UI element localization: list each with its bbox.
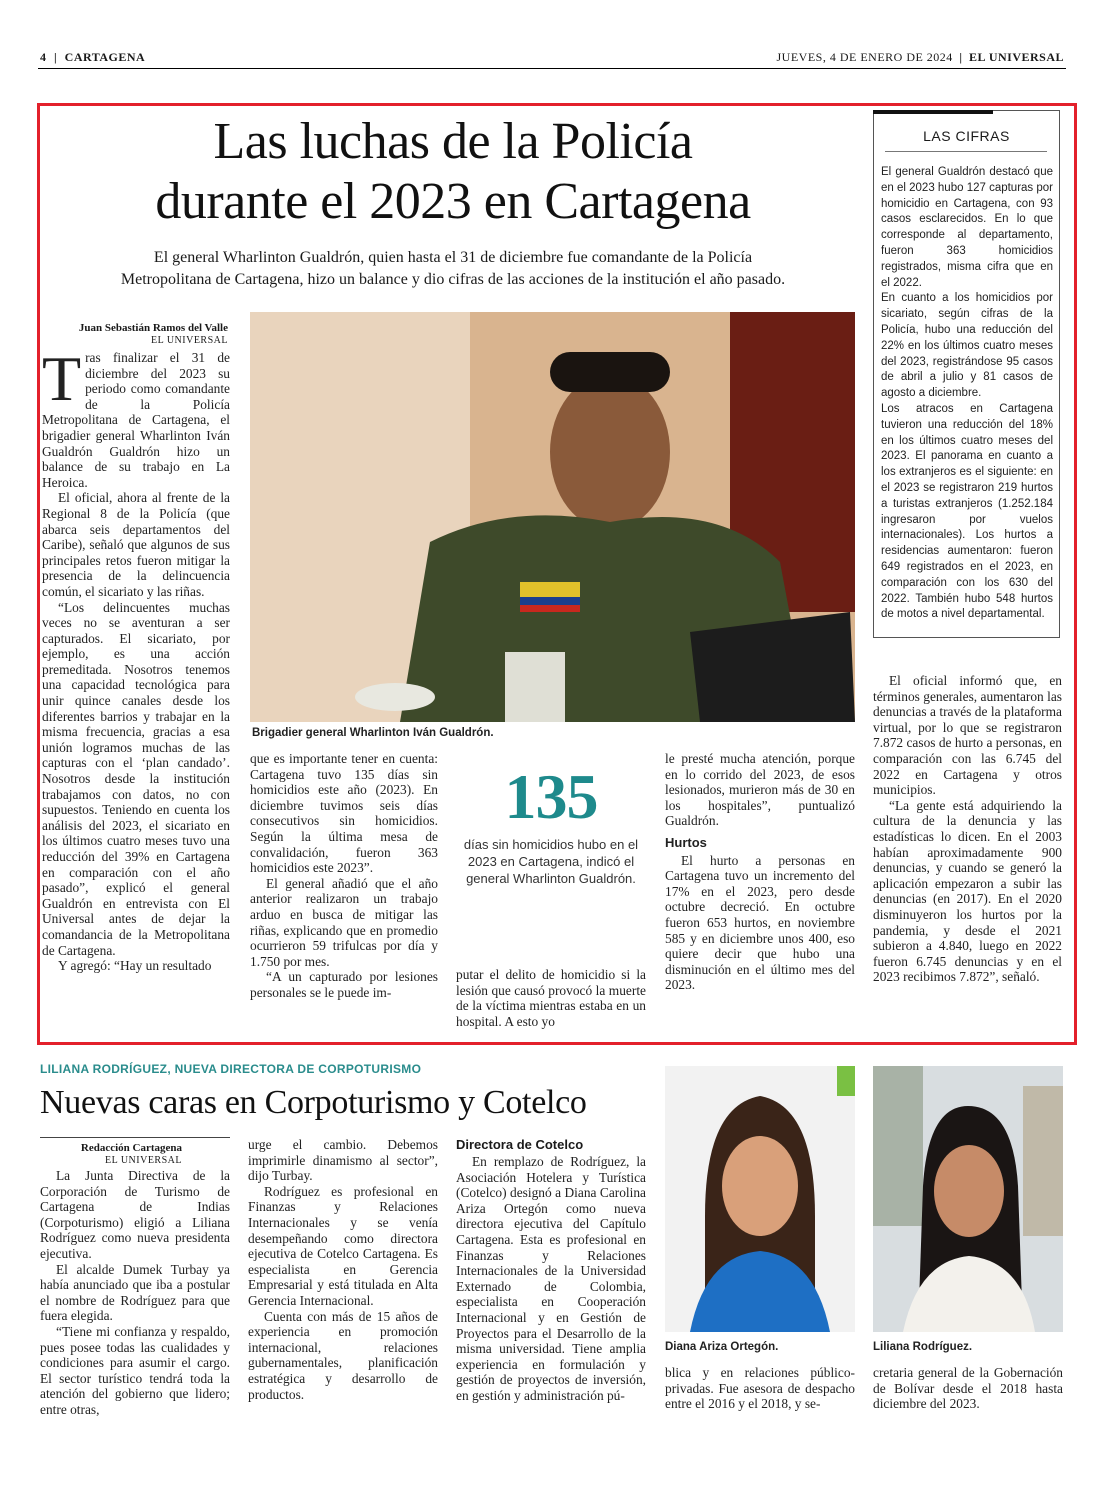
lede-line-1: El general Wharlinton Gualdrón, quien hasta el 31 de diciembre fue comandante de la Policía (153, 249, 753, 266)
article2-col5-paragraph-1: cretaria general de la Gobernación de Bolívar desde el 2018 hasta diciembre del 2023. (873, 1365, 1063, 1412)
sidebar-paragraph-3: Los atracos en Cartagena tuvieron una reducción del 18% en los últimos cuatro meses del 2023. El panorama en cuanto a los extranjeros es el siguiente: en el 2023 se registraron 219 hurtos a turistas extranjeros (1.252.184 ingresaron por vuelos internacionales). Los hurtos a residencias aumentaron: fueron 649 registrados en el 2023, en comparación con los 630 del 2022. También hubo 548 hurtos de motos a nivel departamental. (881, 402, 1053, 621)
article2-byline-author: Redacción Cartagena (80, 1142, 182, 1154)
subhead-hurtos: Hurtos (665, 834, 707, 850)
photo-liliana (873, 1066, 1063, 1332)
article2-kicker: LILIANA RODRÍGUEZ, NUEVA DIRECTORA DE CORPOTURISMO (40, 1062, 422, 1076)
article-column-2 (250, 751, 438, 1001)
newspaper-name: EL UNIVERSAL (968, 50, 1064, 64)
article-column-5 (873, 673, 1062, 985)
article2-col3-paragraph-1: En remplazo de Rodríguez, la Asociación Hotelera y Turística (Cotelco) designó a Diana Carolina Ariza Ortegón como nueva directora ejecutiva del Capítulo Cartagena. Esta es profesional en Finanzas y Relaciones Internacionales de la Universidad Externado de Colombia, especialista en Cooperación Internacional y en Gestión de Proyectos para el Desarrollo de la misma universidad. Tiene amplia experiencia en formulación y gestión de proyectos de inversión, en gestión y administración pú- (456, 1154, 646, 1403)
big-number-text-line-3: general Wharlinton Gualdrón. (466, 871, 636, 886)
byline-author: Juan Sebastián Ramos del Valle (78, 322, 228, 334)
header-separator: | (54, 50, 58, 64)
article2-col1-paragraph-1: La Junta Directiva de la Corporación de Turismo de Cartagena de Indias (Corpoturismo) eligió a Liliana Rodríguez como nueva presidenta ejecutiva. (40, 1168, 230, 1261)
headline-line-2: durante el 2023 en Cartagena (155, 173, 751, 230)
page-header-right (776, 50, 1064, 65)
col5-paragraph-1: El oficial informó que, en términos generales, aumentaron las denuncias a través de la plataforma virtual, por lo que se registraron 7.872 casos de hurto a personas, en comparación con las 6.745 del 2022 en Cartagena y otros municipios. (873, 673, 1062, 798)
sidebar-paragraph-2: En cuanto a los homicidios por sicariato, según cifras de la Policía, hubo una reducción del 22% en los últimos cuatro meses del 2023, registrándose 95 casos de abril a julio y 81 casos de agosto a diciembre. (881, 292, 1053, 400)
article2-col2-paragraph-2: Rodríguez es profesional en Finanzas y Relaciones Internacionales y se venía desempeñando como directora ejecutiva de Cotelco Cartagena. Es especialista en Gerencia Empresarial y está titulada en Alta Gerencia Internacional. (248, 1183, 438, 1308)
article2-column-1 (40, 1168, 230, 1418)
byline-outlet: EL UNIVERSAL (150, 335, 228, 346)
page-number: 4 (40, 50, 47, 64)
col1-paragraph-1: ras finalizar el 31 de diciembre del 2023 su periodo como comandante de la Policía Metropolitana de Cartagena, el brigadier general Wharlinton Iván Gualdrón Gualdrón hizo un balance de su trabajo en La Heroica. (42, 350, 230, 490)
article2-column-5 (873, 1365, 1063, 1412)
sidebar-top-bar (873, 110, 993, 114)
article2-col2-paragraph-3: Cuenta con más de 15 años de experiencia en promoción internacional, relaciones gubernamentales, planificación estratégica y desarrollo de productos. (248, 1308, 438, 1402)
article2-byline (42, 1142, 182, 1167)
article-lede (48, 247, 858, 291)
article2-byline-rule (40, 1137, 230, 1138)
article2-headline: Nuevas caras en Corpoturismo y Cotelco (40, 1084, 587, 1121)
col2-paragraph-1: que es importante tener en cuenta: Cartagena tuvo 135 días sin homicidios este año (2023). En diciembre tuvimos seis días consecutivos sin homicidios. Según la última mesa de convalidación, fueron 363 homicidios este 2023”. (250, 751, 438, 876)
article2-subhead-cotelco: Directora de Cotelco (456, 1137, 584, 1152)
article2-col4-paragraph-1: blica y en relaciones público-privadas. Fue asesora de despacho entre el 2016 y el 2018, y se- (665, 1365, 855, 1412)
big-number-text-line-1: días sin homicidios hubo en el (463, 837, 639, 852)
photo-diana (665, 1066, 855, 1332)
sidebar-title: LAS CIFRAS (923, 128, 1010, 144)
article-column-3 (456, 967, 646, 1029)
dropcap: T (42, 343, 82, 414)
lede-line-2: Metropolitana de Cartagena, hizo un balance y dio cifras de las acciones de la institución el año pasado. (120, 271, 786, 288)
caption-diana: Diana Ariza Ortegón. (665, 1341, 779, 1353)
diana-portrait-illustration (665, 1066, 855, 1332)
headline-line-1: Las luchas de la Policía (213, 113, 693, 170)
article2-col2-paragraph-1: urge el cambio. Debemos imprimirle dinamismo al sector”, dijo Turbay. (248, 1137, 438, 1184)
col2-paragraph-2: El general añadió que el año anterior realizaron un trabajo arduo en busca de mitigar las riñas, explicando que en promedio ocurrieron 59 trifulcas por día y 1.750 por mes. (250, 875, 438, 969)
header-rule (38, 68, 1066, 69)
article-headline (48, 112, 858, 232)
col3-paragraph-1: putar el delito de homicidio si la lesión que causó provocó la muerte de la víctima mientras estaba en un hospital. A esto yo (456, 967, 646, 1029)
big-number-text-line-2: 2023 en Cartagena, indicó el (467, 854, 635, 869)
article2-column-2 (248, 1137, 438, 1402)
header-separator-2: | (959, 50, 963, 64)
sidebar-text (881, 165, 1053, 623)
article2-col1-paragraph-2: El alcalde Dumek Turbay ya había anunciado que iba a postular el nombre de Rodríguez para que fuera elegida. (40, 1261, 230, 1324)
sidebar-title-rule (885, 151, 1047, 152)
col2-paragraph-3: “A un capturado por lesiones personales se le puede im- (250, 969, 438, 1000)
caption-liliana: Liliana Rodríguez. (873, 1341, 973, 1353)
article-column-1 (42, 343, 230, 974)
section-name: CARTAGENA (64, 50, 146, 64)
officer-photo-illustration (250, 312, 855, 722)
article2-column-4 (665, 1365, 855, 1412)
issue-date: JUEVES, 4 DE ENERO DE 2024 (776, 50, 953, 64)
col4-paragraph-2: El hurto a personas en Cartagena tuvo un incremento del 17% en el 2023, pero desde octubre decreció. En octubre fueron 653 hurtos, en noviembre 585 y en diciembre unos 400, eso quiere decir que hubo una disminución en el último mes del 2023. (665, 852, 855, 993)
main-photo (250, 312, 855, 722)
col1-paragraph-2: El oficial, ahora al frente de la Regional 8 de la Policía (que abarca seis departamentos del Caribe), señaló que algunos de sus principales retos fueron mitigar la presencia de la delincuencia común, el sicariato y las riñas. (42, 490, 230, 599)
sidebar-paragraph-1: El general Gualdrón destacó que en el 2023 hubo 127 capturas por homicidio en Cartagena, con 93 casos esclarecidos. En lo que corresponde al departamento, fueron 363 homicidios registrados, misma cifra que en el 2022. (881, 166, 1053, 289)
article-column-4 (665, 751, 855, 993)
col1-paragraph-3: “Los delincuentes muchas veces no se aventuran a ser capturados. El sicariato, por ejemplo, es una acción premeditada. Nosotros tenemos una capacidad tecnológica para unir quince canales desde los diferentes barrios y trabajar en la misma frecuencia, gracias a esa unión logramos muchas de las capturas con el ‘plan candado’. Nosotros desde la institución trabajamos con datos, no con supuestos. Teniendo en cuenta los análisis del 2023, el sicariato en los últimos cuatro meses tuvo una reducción del 39% en Cartagena en comparación con el año pasado”, explicó el general Gualdrón en entrevista con El Universal antes de dejar la comandancia de la Metropolitana de Cartagena. (42, 599, 230, 958)
article2-col1-paragraph-3: “Tiene mi confianza y respaldo, pues posee todas las cualidades y condiciones para asumir el cargo. El sector turístico tendrá toda la atención del gobierno que lidero; entre otras, (40, 1323, 230, 1417)
liliana-portrait-illustration (873, 1066, 1063, 1332)
article2-byline-outlet: EL UNIVERSAL (104, 1155, 182, 1166)
page-header-left (40, 50, 145, 65)
col5-paragraph-2: “La gente está adquiriendo la cultura de la denuncia y las estadísticas lo dicen. En el 2003 habían aproximadamente 900 denuncias, y cuando se generó la aplicación empezaron a subir las denuncias (en 2017). En el 2020 disminuyeron los hurtos por la pandemia, y desde el 2021 subieron a 4.840, luego en 2022 fueron 6.745 denuncias y en el 2023 recibimos 7.872”, señaló. (873, 797, 1062, 985)
big-number: 135 (504, 761, 598, 832)
col4-paragraph-1: le presté mucha atención, porque en lo corrido del 2023, de esos lesionados, murieron más de 30 en los hospitales”, puntualizó Gualdrón. (665, 751, 855, 829)
photo-caption: Brigadier general Wharlinton Iván Gualdrón. (252, 727, 494, 739)
article2-column-3 (456, 1137, 646, 1404)
col1-paragraph-4: Y agregó: “Hay un resultado (58, 958, 212, 974)
big-number-text (456, 836, 646, 887)
